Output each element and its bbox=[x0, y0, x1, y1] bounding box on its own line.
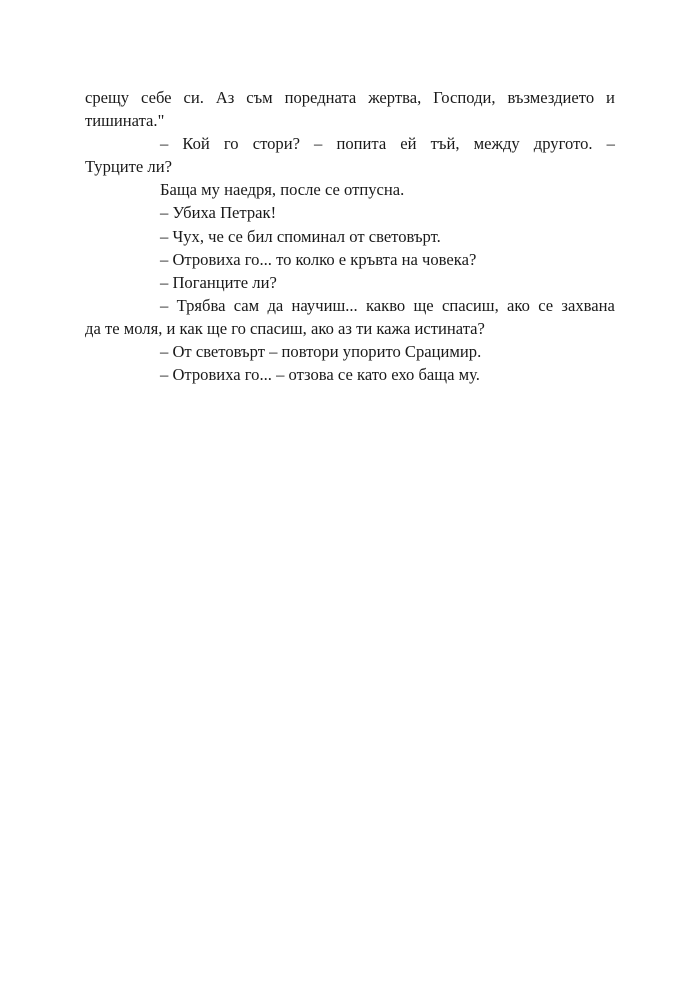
word: възмездието bbox=[507, 88, 595, 107]
word: Господи, bbox=[433, 88, 496, 107]
word: тъй, bbox=[430, 134, 460, 154]
text-line-1 bbox=[85, 86, 615, 109]
word: попита bbox=[336, 134, 387, 154]
text-line-6: – Убиха Петрак! bbox=[160, 203, 277, 223]
text-line-10 bbox=[85, 294, 615, 317]
word: го bbox=[223, 134, 239, 154]
word: – bbox=[160, 134, 169, 154]
word: жертва, bbox=[368, 88, 422, 107]
text-line-7: – Чух, че се бил споминал от световърт. bbox=[160, 226, 441, 246]
text-line-5: Баща му наедря, после се отпусна. bbox=[160, 180, 405, 200]
word: другото. bbox=[533, 134, 593, 154]
word: научиш... bbox=[291, 295, 358, 315]
word: ако bbox=[507, 295, 530, 315]
word: спасиш, bbox=[441, 295, 499, 315]
word: да bbox=[267, 295, 284, 315]
body-text bbox=[85, 86, 615, 386]
text-line-13: – Отровиха го... – отзова се като ехо баща му. bbox=[160, 365, 480, 385]
text-line-9: – Поганците ли? bbox=[160, 272, 277, 292]
text-line-3 bbox=[85, 132, 615, 155]
word: ей bbox=[400, 134, 417, 154]
word: се bbox=[538, 295, 554, 315]
word: – bbox=[314, 134, 323, 154]
text-line-2: тишината." bbox=[85, 111, 165, 131]
word: захвана bbox=[561, 295, 615, 315]
word: Кой bbox=[182, 134, 210, 154]
text-line-11: да те моля, и как ще го спасиш, ако аз ти кажа истината? bbox=[85, 318, 485, 338]
word: сам bbox=[233, 295, 260, 315]
word: Аз bbox=[215, 88, 235, 107]
word: и bbox=[606, 88, 615, 107]
word: какво bbox=[365, 295, 406, 315]
word: си. bbox=[183, 88, 204, 107]
word: Трябва bbox=[176, 295, 226, 315]
word: между bbox=[473, 134, 520, 154]
word: – bbox=[606, 134, 615, 154]
word: съм bbox=[246, 88, 273, 107]
text-line-4: Турците ли? bbox=[85, 157, 172, 177]
text-line-8: – Отровиха го... то колко е кръвта на човека? bbox=[160, 249, 477, 269]
word: срещу bbox=[85, 88, 130, 107]
text-line-12: – От световърт – повтори упорито Срацимир. bbox=[160, 342, 482, 362]
word: себе bbox=[141, 88, 172, 107]
word: ще bbox=[413, 295, 434, 315]
word: стори? bbox=[252, 134, 300, 154]
word: – bbox=[160, 295, 169, 315]
word: поредната bbox=[284, 88, 357, 107]
